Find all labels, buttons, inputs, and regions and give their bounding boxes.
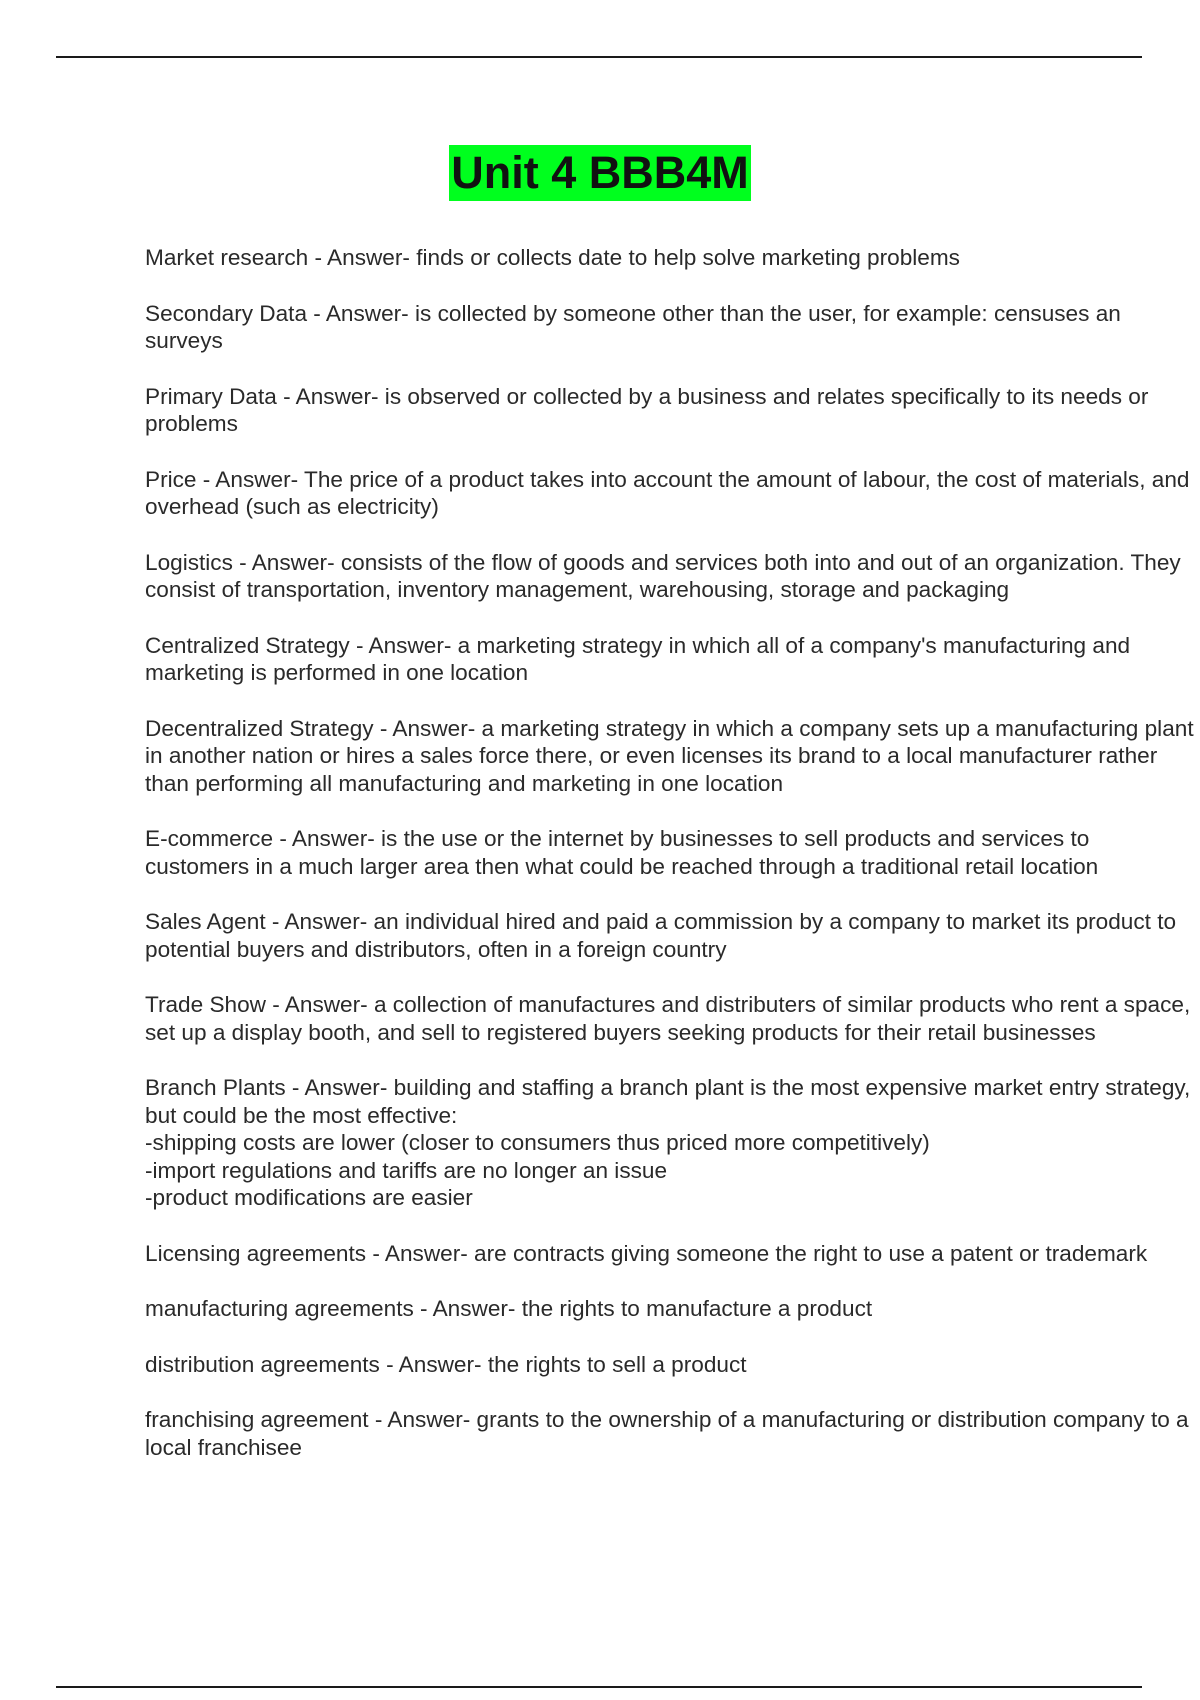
entry-decentralized-strategy: Decentralized Strategy - Answer- a marketing strategy in which a company sets up a manufacturing plant in another nation or hires a sales force there, or even licenses its brand to a local manufacturer rather than performing all manufacturing and marketing in one location xyxy=(145,715,1200,796)
entry-market-research: Market research - Answer- finds or collects date to help solve marketing problems xyxy=(145,245,960,270)
entry-price: Price - Answer- The price of a product takes into account the amount of labour, the cost of materials, and overhead (such as electricity) xyxy=(145,466,1196,519)
entry-list xyxy=(145,244,1200,1489)
entry-trade-show: Trade Show - Answer- a collection of manufactures and distributers of similar products who rent a space, set up a display booth, and sell to registered buyers seeking products for their retail businesses xyxy=(145,992,1197,1045)
entry-licensing-agreements: Licensing agreements - Answer- are contracts giving someone the right to use a patent or trademark xyxy=(145,1240,1148,1266)
entry-branch-plants: Branch Plants - Answer- building and staffing a branch plant is the most expensive market entry strategy, but could be the most effective: -shipping costs are lower (closer to consumers thus priced more competitively) -import regulations and tariffs are no longer an issue -product modifications are easier xyxy=(145,1075,1191,1210)
entry-primary-data: Primary Data - Answer- is observed or collected by a business and relates specifically to its needs or problems xyxy=(145,383,1155,436)
entry-logistics: Logistics - Answer- consists of the flow of goods and services both into and out of an organization. They consist of transportation, inventory management, warehousing, storage and packaging xyxy=(145,549,1187,602)
entry-manufacturing-agreements: manufacturing agreements - Answer- the rights to manufacture a product xyxy=(145,1296,873,1321)
page-title: Unit 4 BBB4M xyxy=(449,145,751,201)
entry-sales-agent: Sales Agent - Answer- an individual hired and paid a commission by a company to market its product to potential buyers and distributors, often in a foreign country xyxy=(145,909,1183,962)
bottom-rule xyxy=(56,1686,1142,1688)
entry-secondary-data: Secondary Data - Answer- is collected by someone other than the user, for example: censuses an surveys xyxy=(145,300,1128,353)
entry-centralized-strategy: Centralized Strategy - Answer- a marketing strategy in which all of a company's manufacturing and marketing is performed in one location xyxy=(145,632,1137,685)
title-container xyxy=(0,145,1200,201)
entry-distribution-agreements: distribution agreements - Answer- the rights to sell a product xyxy=(145,1351,747,1377)
entry-franchising-agreement: franchising agreement - Answer- grants to the ownership of a manufacturing or distribution company to a local franchisee xyxy=(145,1407,1195,1460)
entry-e-commerce: E-commerce - Answer- is the use or the internet by businesses to sell products and services to customers in a much larger area then what could be reached through a traditional retail location xyxy=(145,826,1099,879)
top-rule xyxy=(56,56,1142,58)
